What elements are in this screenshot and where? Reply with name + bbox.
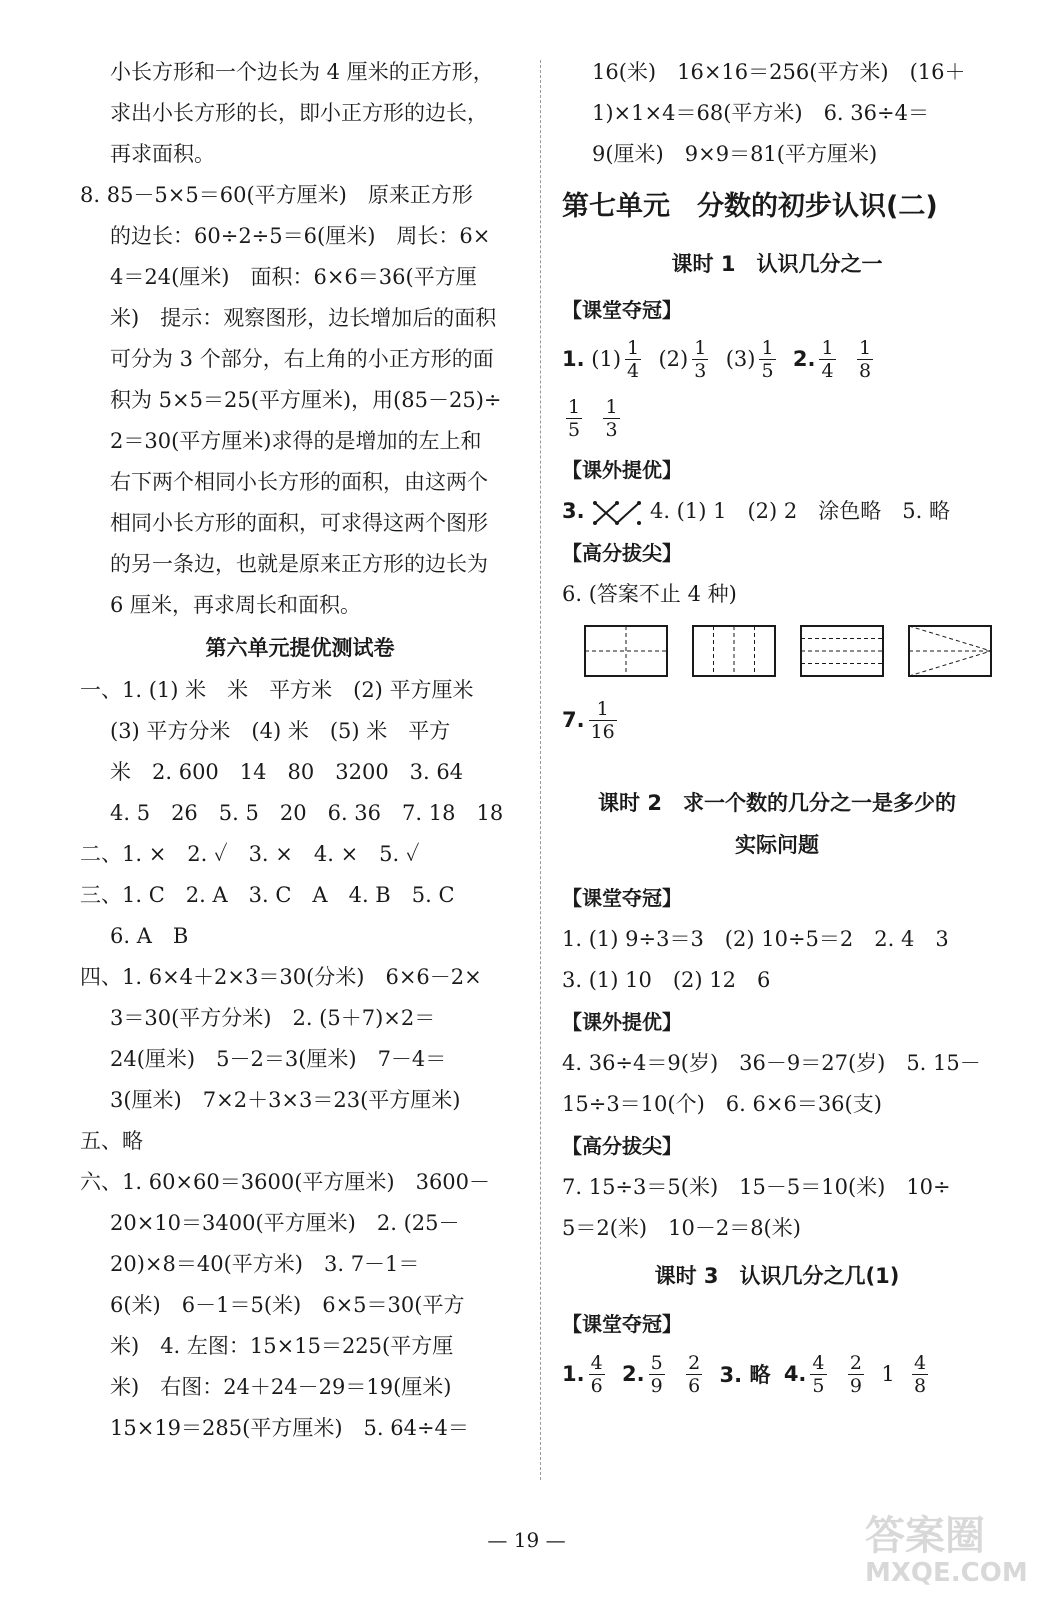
page-number: — 19 — (487, 1528, 566, 1552)
section-ketang: 【课堂夺冠】 (562, 298, 682, 322)
section-kewai: 【课外提优】 (562, 458, 682, 482)
text-line: 六、1. 60×60＝3600(平方厘米) 3600－ (80, 1170, 491, 1194)
text-line: 20×10＝3400(平方厘米) 2. (25－ (110, 1211, 460, 1235)
answer-fraction-row: 1. $\frac{4}{6}$ 2. $\frac{5}{9}$ $\frac{2}{6}$ 3. 略 4. $\frac{4}{5}$ $\frac{2}{9}$ 1 $\frac{4}{8}$ (562, 1351, 927, 1397)
text-line: 二、1. × 2. ✓ 3. × 4. × 5. ✓ (80, 842, 420, 866)
text-line: 米) 4. 左图：15×15＝225(平方厘 (110, 1334, 454, 1358)
section-gaofen: 【高分拔尖】 (562, 541, 682, 565)
fraction: $\frac{1}{16}$ (590, 697, 615, 743)
rectangle-triangle-division (908, 625, 992, 677)
lesson-2-title: 课时 2 求一个数的几分之一是多少的 (598, 791, 956, 815)
text-line: 求出小长方形的长，即小正方形的边长， (110, 101, 488, 125)
text-line: 16(米) 16×16＝256(平方米) (16＋ (592, 60, 966, 84)
text-line: 4. 5 26 5. 5 20 6. 36 7. 18 18 (110, 801, 504, 825)
fraction: $\frac{1}{5}$ (568, 395, 581, 441)
text-line: 3＝30(平方分米) 2. (5＋7)×2＝ (110, 1006, 436, 1030)
text-line: 9(厘米) 9×9＝81(平方厘米) (592, 142, 878, 166)
test-title: 第六单元提优测试卷 (205, 636, 395, 660)
text-line: (3) 平方分米 (4) 米 (5) 米 平方 (110, 719, 451, 743)
text-line: 相同小长方形的面积，可求得这两个图形 (110, 511, 488, 535)
fraction: $\frac{1}{5}$ (761, 336, 774, 382)
text-line: 三、1. C 2. A 3. C A 4. B 5. C (80, 883, 455, 907)
cross-lines-icon (591, 500, 643, 526)
fraction: $\frac{4}{6}$ (590, 1351, 603, 1397)
answer-8-line: 8. 85－5×5＝60(平方厘米) 原来正方形 (80, 183, 473, 207)
answer-7-line: 7. $\frac{1}{16}$ (562, 697, 615, 743)
watermark-logo: 答案圈 MXQE.COM (865, 1513, 1028, 1588)
fraction: $\frac{1}{3}$ (605, 395, 618, 441)
text-line: 15÷3＝10(个) 6. 6×6＝36(支) (562, 1092, 882, 1116)
fraction: $\frac{4}{8}$ (914, 1351, 927, 1397)
right-column (562, 52, 992, 1403)
column-divider (540, 60, 541, 1480)
text-line: 15×19＝285(平方厘米) 5. 64÷4＝ (110, 1416, 469, 1440)
text-line: 24(厘米) 5－2＝3(厘米) 7－4＝ (110, 1047, 447, 1071)
text-line: 1)×1×4＝68(平方米) 6. 36÷4＝ (592, 101, 929, 125)
text-line: 米) 右图：24＋24－29＝19(厘米) (110, 1375, 452, 1399)
text-line: 20)×8＝40(平方米) 3. 7－1＝ (110, 1252, 420, 1276)
text-line: 的边长：60÷2÷5＝6(厘米) 周长：6× (110, 224, 491, 248)
answer-fraction-row: 1. (1) $\frac{1}{4}$ (2) $\frac{1}{3}$ (3) $\frac{1}{5}$ 2. $\frac{1}{4}$ $\frac{1}{8}$ (562, 336, 872, 382)
text-line: 四、1. 6×4＋2×3＝30(分米) 6×6－2× (80, 965, 482, 989)
text-line: 的另一条边，也就是原来正方形的边长为 (110, 552, 488, 576)
text-line: 米 2. 600 14 80 3200 3. 64 (110, 760, 464, 784)
section-kewai: 【课外提优】 (562, 1010, 682, 1034)
text-line: 2＝30(平方厘米)求得的是增加的左上和 (110, 429, 482, 453)
fraction: $\frac{1}{4}$ (821, 336, 834, 382)
fraction: $\frac{4}{5}$ (812, 1351, 825, 1397)
text-line: 3. (1) 10 (2) 12 6 (562, 968, 771, 992)
text-line: 再求面积。 (110, 142, 215, 166)
text-line: 4. 36÷4＝9(岁) 36－9＝27(岁) 5. 15－ (562, 1051, 981, 1075)
text-line: 5＝2(米) 10－2＝8(米) (562, 1216, 801, 1240)
text-line: 7. 15÷3＝5(米) 15－5＝10(米) 10÷ (562, 1175, 951, 1199)
text-line: 小长方形和一个边长为 4 厘米的正方形， (110, 60, 494, 84)
text-line: 4＝24(厘米) 面积：6×6＝36(平方厘 (110, 265, 477, 289)
text-line: 一、1. (1) 米 米 平方米 (2) 平方厘米 (80, 678, 474, 702)
section-ketang: 【课堂夺冠】 (562, 1312, 682, 1336)
text-line: 3(厘米) 7×2＋3×3＝23(平方厘米) (110, 1088, 461, 1112)
text-line: 1. (1) 9÷3＝3 (2) 10÷5＝2 2. 4 3 (562, 927, 949, 951)
answer-fraction-row (562, 387, 992, 449)
text-line: 可分为 3 个部分，右上角的小正方形的面 (110, 347, 494, 371)
text-line: 积为 5×5＝25(平方厘米)，用(85－25)÷ (110, 388, 502, 412)
lesson-3-title: 课时 3 认识几分之几(1) (654, 1264, 900, 1288)
answer-3-line: 3. 4. (1) 1 (2) 2 涂色略 5. 略 (562, 491, 992, 532)
fraction: $\frac{1}{3}$ (694, 336, 707, 382)
fraction: $\frac{1}{8}$ (858, 336, 872, 382)
lesson-1-title: 课时 1 认识几分之一 (671, 252, 883, 276)
text-line: 米) 提示：观察图形，边长增加后的面积 (110, 306, 497, 330)
fraction: $\frac{2}{6}$ (688, 1351, 701, 1397)
section-ketang: 【课堂夺冠】 (562, 886, 682, 910)
text-line: 五、略 (80, 1129, 143, 1153)
text-line: 6(米) 6－1＝5(米) 6×5＝30(平方 (110, 1293, 465, 1317)
fraction: $\frac{5}{9}$ (650, 1351, 663, 1397)
answer-6-line: 6. (答案不止 4 种) (562, 582, 737, 606)
rectangle-horizontal-division (800, 625, 884, 677)
rectangle-vertical-division (692, 625, 776, 677)
text-line: 右下两个相同小长方形的面积，由这两个 (110, 470, 488, 494)
text-line: 6 厘米，再求周长和面积。 (110, 593, 362, 617)
left-column (80, 52, 520, 1449)
fraction: $\frac{1}{4}$ (627, 336, 640, 382)
lesson-2-title-cont: 实际问题 (735, 833, 819, 857)
text-line: 6. A B (110, 924, 189, 948)
fraction: $\frac{2}{9}$ (849, 1351, 862, 1397)
unit-title: 第七单元 分数的初步认识(二) (562, 191, 938, 222)
rectangle-division-diagrams (562, 615, 992, 687)
rectangle-cross-division (584, 625, 668, 677)
section-gaofen: 【高分拔尖】 (562, 1134, 682, 1158)
